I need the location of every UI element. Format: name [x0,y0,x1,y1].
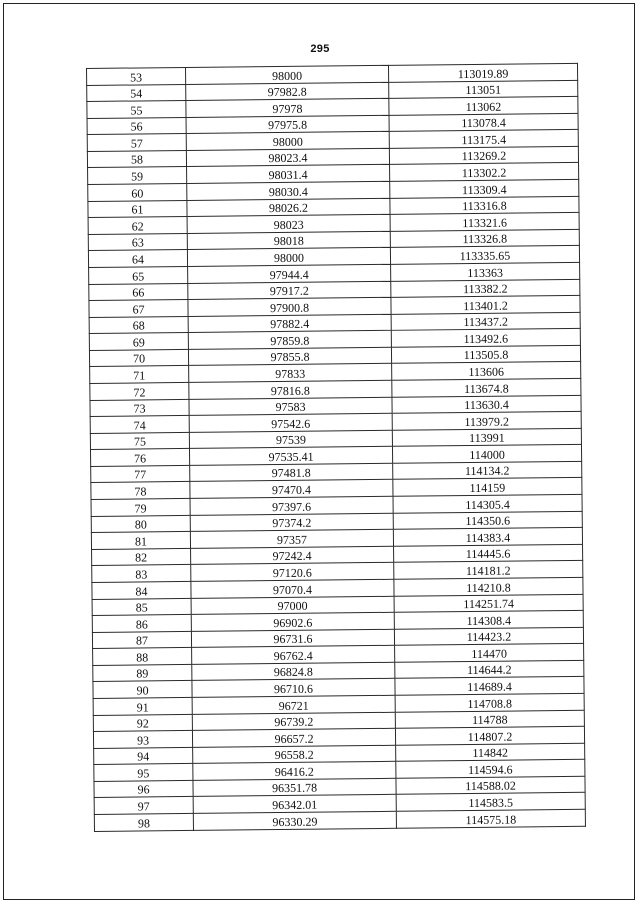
page-number: 295 [310,43,330,55]
row-index-cell: 92 [93,714,192,732]
value-b-cell: 114251.74 [394,594,583,613]
row-index-cell: 73 [90,399,189,417]
value-a-cell: 97816.8 [189,380,392,399]
value-a-cell: 97542.6 [189,413,392,432]
value-b-cell: 113051 [389,80,578,99]
value-b-cell: 114583.5 [396,793,585,812]
row-index-cell: 54 [87,84,186,102]
row-index-cell: 60 [88,183,187,201]
value-b-cell: 113335.65 [390,246,579,265]
value-b-cell: 114644.2 [395,660,584,679]
row-index-cell: 86 [92,615,191,633]
row-index-cell: 82 [92,548,191,566]
row-index-cell: 87 [92,631,191,649]
value-a-cell: 97833 [189,364,392,383]
value-b-cell: 113979.2 [392,411,581,430]
value-a-cell: 96739.2 [192,712,395,731]
value-b-cell: 114708.8 [395,693,584,712]
row-index-cell: 69 [89,333,188,351]
value-b-cell: 114210.8 [394,577,583,596]
value-a-cell: 98026.2 [187,198,390,217]
row-index-cell: 78 [91,482,190,500]
value-a-cell: 97859.8 [188,331,391,350]
value-b-cell: 114689.4 [395,677,584,696]
value-a-cell: 98000 [186,132,389,151]
value-a-cell: 96721 [192,695,395,714]
value-b-cell: 114305.4 [393,494,582,513]
value-a-cell: 96657.2 [192,728,395,747]
row-index-cell: 64 [88,250,187,268]
value-a-cell: 98031.4 [187,165,390,184]
value-a-cell: 96762.4 [192,646,395,665]
value-a-cell: 96710.6 [192,679,395,698]
value-b-cell: 113437.2 [391,312,580,331]
value-b-cell: 113321.6 [390,213,579,232]
value-a-cell: 98030.4 [187,181,390,200]
row-index-cell: 62 [88,217,187,235]
value-b-cell: 114350.6 [393,511,582,530]
value-a-cell: 97917.2 [188,281,391,300]
value-b-cell: 113062 [389,97,578,116]
value-b-cell: 114788 [395,710,584,729]
value-a-cell: 97882.4 [188,314,391,333]
value-a-cell: 97583 [189,397,392,416]
row-index-cell: 93 [93,731,192,749]
row-index-cell: 98 [94,813,193,831]
value-a-cell: 97120.6 [191,563,394,582]
row-index-cell: 97 [94,797,193,815]
row-index-cell: 77 [91,465,190,483]
row-index-cell: 67 [89,300,188,318]
value-a-cell: 97982.8 [186,82,389,101]
row-index-cell: 94 [94,747,193,765]
value-a-cell: 97374.2 [190,513,393,532]
value-a-cell: 96902.6 [191,612,394,631]
row-index-cell: 96 [94,780,193,798]
value-b-cell: 113302.2 [390,163,579,182]
row-index-cell: 68 [89,316,188,334]
row-index-cell: 74 [90,416,189,434]
value-a-cell: 97070.4 [191,579,394,598]
value-a-cell: 98023 [187,215,390,234]
value-a-cell: 97978 [186,98,389,117]
row-index-cell: 85 [92,598,191,616]
row-index-cell: 61 [88,200,187,218]
value-b-cell: 113606 [392,362,581,381]
value-b-cell: 113269.2 [389,146,578,165]
value-b-cell: 114588.02 [396,776,585,795]
value-a-cell: 98000 [187,248,390,267]
table-body [87,63,586,831]
value-b-cell: 114445.6 [394,544,583,563]
row-index-cell: 81 [91,532,190,550]
value-b-cell: 114842 [396,743,585,762]
row-index-cell: 70 [89,349,188,367]
value-a-cell: 97000 [191,596,394,615]
value-a-cell: 97470.4 [190,480,393,499]
row-index-cell: 79 [91,498,190,516]
row-index-cell: 88 [93,648,192,666]
value-b-cell: 113674.8 [392,378,581,397]
row-index-cell: 72 [90,382,189,400]
value-a-cell: 97481.8 [190,463,393,482]
value-a-cell: 96416.2 [193,762,396,781]
value-a-cell: 98023.4 [186,148,389,167]
value-a-cell: 96342.01 [193,795,396,814]
row-index-cell: 56 [87,117,186,135]
value-a-cell: 97535.41 [189,447,392,466]
data-table-container [86,63,582,832]
value-b-cell: 113078.4 [389,113,578,132]
row-index-cell: 58 [87,150,186,168]
value-a-cell: 96330.29 [193,811,396,830]
value-b-cell: 114308.4 [394,610,583,629]
row-index-cell: 53 [87,67,186,85]
value-b-cell: 114181.2 [394,561,583,580]
value-a-cell: 97242.4 [191,546,394,565]
value-a-cell: 97900.8 [188,297,391,316]
row-index-cell: 83 [92,565,191,583]
value-b-cell: 113363 [391,262,580,281]
value-a-cell: 97855.8 [188,347,391,366]
value-b-cell: 114423.2 [394,627,583,646]
value-b-cell: 113316.8 [390,196,579,215]
row-index-cell: 80 [91,515,190,533]
value-b-cell: 113175.4 [389,130,578,149]
value-a-cell: 96558.2 [193,745,396,764]
value-b-cell: 114159 [393,478,582,497]
row-index-cell: 63 [88,233,187,251]
row-index-cell: 89 [93,664,192,682]
row-index-cell: 95 [94,764,193,782]
value-b-cell: 113991 [392,428,581,447]
value-b-cell: 113309.4 [390,179,579,198]
value-a-cell: 97357 [190,529,393,548]
value-b-cell: 113505.8 [391,345,580,364]
value-b-cell: 113326.8 [390,229,579,248]
row-index-cell: 66 [89,283,188,301]
value-b-cell: 113630.4 [392,395,581,414]
row-index-cell: 65 [89,266,188,284]
row-index-cell: 55 [87,101,186,119]
value-b-cell: 114470 [395,644,584,663]
value-a-cell: 97397.6 [190,496,393,515]
row-index-cell: 91 [93,697,192,715]
row-index-cell: 71 [90,366,189,384]
value-b-cell: 114807.2 [395,726,584,745]
value-b-cell: 114594.6 [396,760,585,779]
value-b-cell: 114000 [392,445,581,464]
row-index-cell: 76 [90,449,189,467]
row-index-cell: 90 [93,681,192,699]
value-a-cell: 96351.78 [193,778,396,797]
value-a-cell: 98000 [185,65,388,84]
value-a-cell: 97944.4 [188,264,391,283]
value-a-cell: 97539 [189,430,392,449]
row-index-cell: 75 [90,432,189,450]
value-b-cell: 114575.18 [396,809,585,828]
value-a-cell: 97975.8 [186,115,389,134]
value-b-cell: 113019.89 [388,63,577,82]
value-a-cell: 96731.6 [191,629,394,648]
value-b-cell: 113401.2 [391,295,580,314]
value-b-cell: 114383.4 [393,528,582,547]
value-b-cell: 113382.2 [391,279,580,298]
row-index-cell: 84 [92,581,191,599]
value-b-cell: 114134.2 [393,461,582,480]
value-a-cell: 96824.8 [192,662,395,681]
data-table [86,63,586,832]
row-index-cell: 59 [88,167,187,185]
value-b-cell: 113492.6 [391,329,580,348]
value-a-cell: 98018 [187,231,390,250]
row-index-cell: 57 [87,134,186,152]
